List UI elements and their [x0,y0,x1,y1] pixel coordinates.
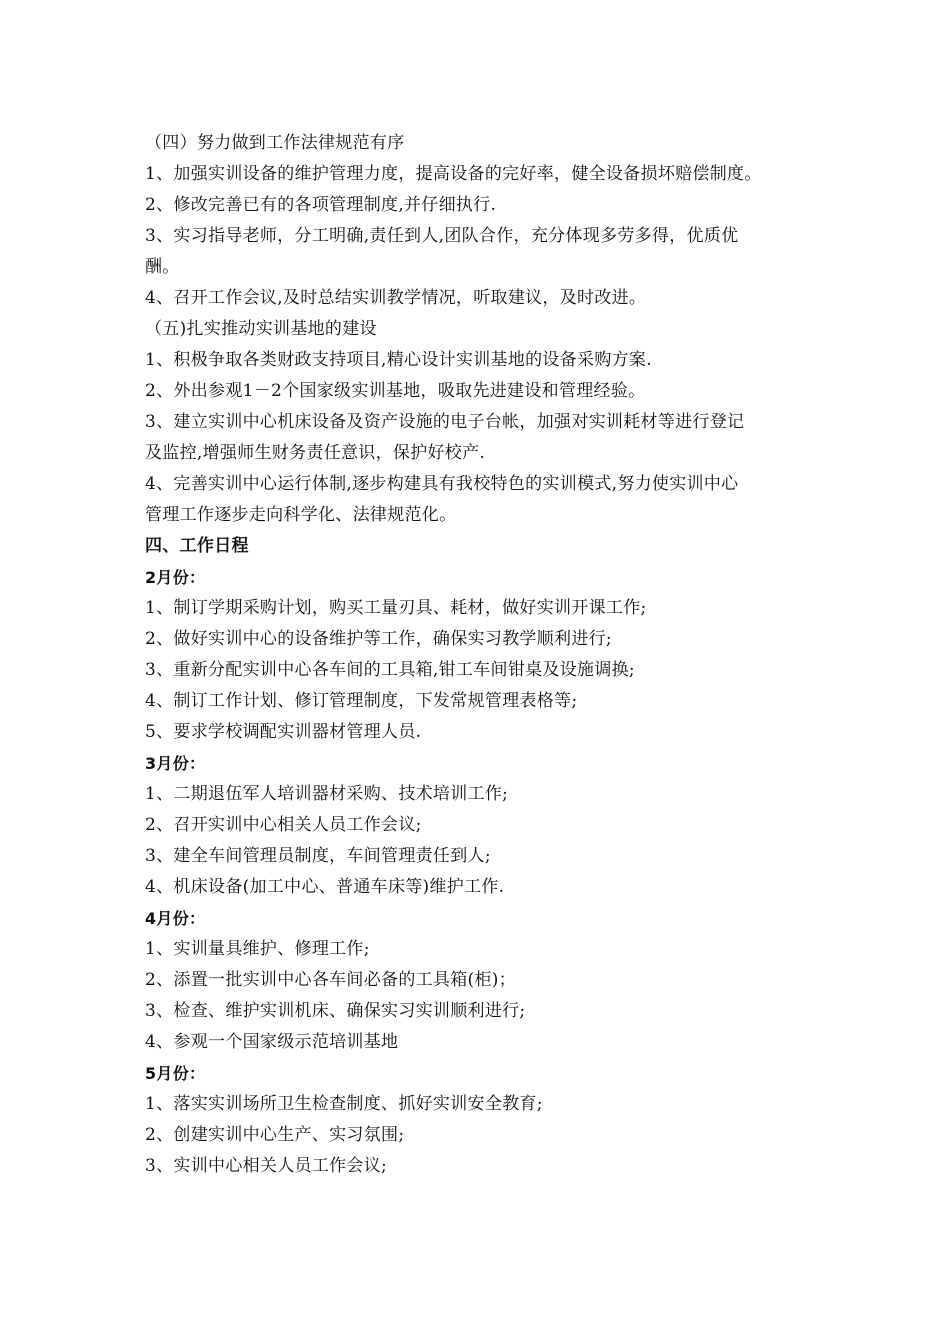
list-item: 3、建全车间管理员制度，车间管理责任到人; [145,846,491,866]
month-heading: 2月份： [145,568,206,587]
list-item: 2、外出参观1－2个国家级实训基地，吸取先进建设和管理经验。 [145,381,646,401]
list-item: 1、实训量具维护、修理工作; [145,939,370,959]
section-subheading: （五)扎实推动实训基地的建设 [145,319,377,339]
month-heading: 3月份： [145,754,206,773]
list-item-continuation: 管理工作逐步走向科学化、法律规范化。 [145,505,457,525]
list-item: 4、参观一个国家级示范培训基地 [145,1032,399,1052]
list-item: 4、制订工作计划、修订管理制度，下发常规管理表格等; [145,691,578,711]
list-item: 3、实习指导老师，分工明确,责任到人,团队合作，充分体现多劳多得，优质优 [145,226,739,246]
document-page [145,128,815,1182]
list-item: 3、检查、维护实训机床、确保实习实训顺利进行; [145,1001,526,1021]
month-heading: 5月份： [145,1064,206,1083]
list-item-continuation: 酬。 [145,257,180,277]
list-item: 1、二期退伍军人培训器材采购、技术培训工作; [145,784,509,804]
list-item: 4、机床设备(加工中心、普通车床等)维护工作. [145,877,505,897]
list-item: 5、要求学校调配实训器材管理人员. [145,722,422,742]
list-item: 2、做好实训中心的设备维护等工作，确保实习教学顺利进行; [145,629,612,649]
list-item: 4、召开工作会议,及时总结实训教学情况，听取建议，及时改进。 [145,288,647,308]
section-heading: 四、工作日程 [145,536,249,556]
list-item: 3、重新分配实训中心各车间的工具箱,钳工车间钳桌及设施调换; [145,660,635,680]
list-item: 2、创建实训中心生产、实习氛围; [145,1125,405,1145]
list-item: 1、积极争取各类财政支持项目,精心设计实训基地的设备采购方案. [145,350,652,370]
list-item: 3、建立实训中心机床设备及资产设施的电子台帐，加强对实训耗材等进行登记 [145,412,745,432]
list-item-continuation: 及监控,增强师生财务责任意识，保护好校产. [145,443,486,463]
month-heading: 4月份： [145,909,206,928]
list-item: 2、添置一批实训中心各车间必备的工具箱(柜)； [145,970,516,990]
section-subheading: （四）努力做到工作法律规范有序 [145,133,405,153]
list-item: 1、制订学期采购计划，购买工量刃具、耗材，做好实训开课工作; [145,598,647,618]
list-item: 4、完善实训中心运行体制,逐步构建具有我校特色的实训模式,努力使实训中心 [145,474,739,494]
list-item: 1、落实实训场所卫生检查制度、抓好实训安全教育; [145,1094,543,1114]
list-item: 1、加强实训设备的维护管理力度，提高设备的完好率，健全设备损坏赔偿制度。 [145,164,762,184]
list-item: 2、召开实训中心相关人员工作会议; [145,815,422,835]
list-item: 2、修改完善已有的各项管理制度,并仔细执行. [145,195,497,215]
list-item: 3、实训中心相关人员工作会议; [145,1156,388,1176]
